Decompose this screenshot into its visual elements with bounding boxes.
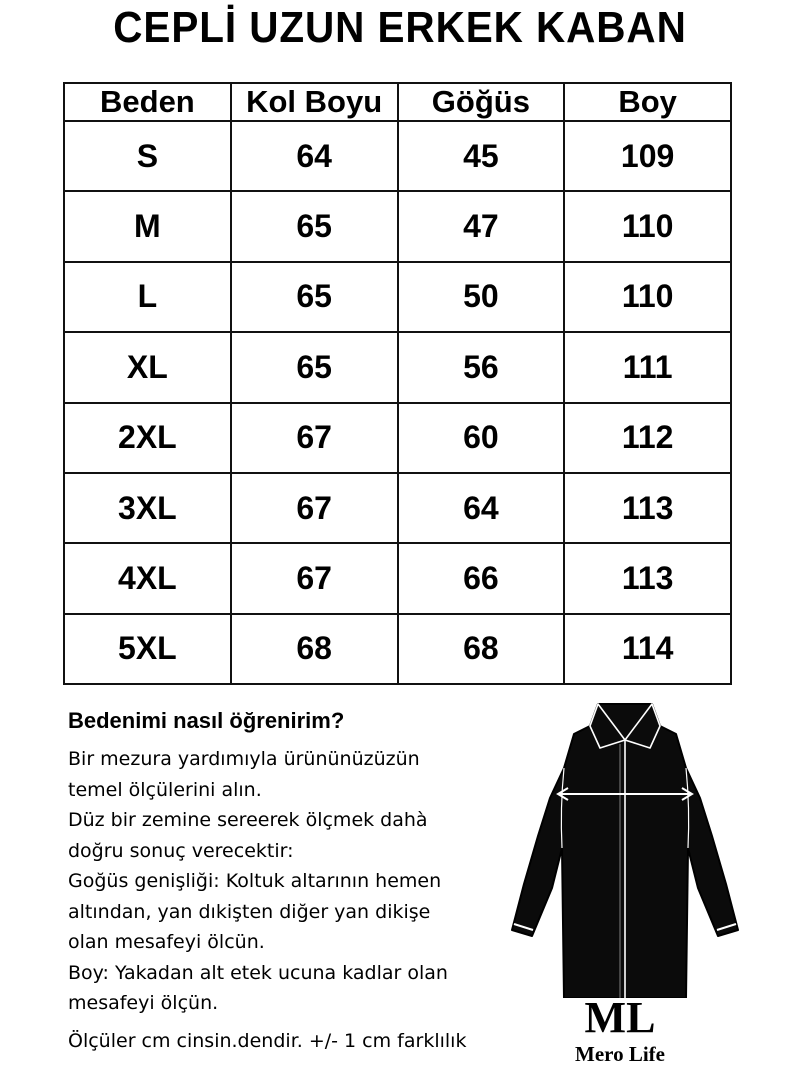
table-cell: 113 (564, 543, 731, 613)
table-row (64, 403, 731, 473)
table-row (64, 543, 731, 613)
table-cell: 4XL (64, 543, 231, 613)
header-cell: Beden (64, 83, 231, 121)
size-chart-table (63, 82, 732, 685)
table-cell: 64 (231, 121, 398, 191)
table-cell: 68 (398, 614, 565, 684)
table-cell: 56 (398, 332, 565, 402)
measurement-footnote: Ölçüler cm cinsin.dendir. +/- 1 cm farklılık (68, 1030, 467, 1052)
table-row (64, 473, 731, 543)
table-cell: 110 (564, 262, 731, 332)
table-cell: L (64, 262, 231, 332)
table-cell: 68 (231, 614, 398, 684)
table-row (64, 191, 731, 261)
guide-line: temel ölçülerini alın. (68, 778, 262, 801)
guide-instructions (68, 744, 518, 1019)
guide-line: altından, yan dıkişten diğer yan dikişe (68, 900, 431, 923)
table-cell: 47 (398, 191, 565, 261)
table-cell: 2XL (64, 403, 231, 473)
guide-line: mesafeyi ölçün. (68, 992, 219, 1014)
table-cell: 3XL (64, 473, 231, 543)
guide-line: Goğüs genişliği: Koltuk altarının hemen (68, 870, 442, 892)
table-cell: 64 (398, 473, 565, 543)
guide-line: olan mesafeyi ölcün. (68, 931, 265, 953)
table-cell: 111 (564, 332, 731, 402)
table-cell: 110 (564, 191, 731, 261)
table-cell: S (64, 121, 231, 191)
guide-line: doğru sonuç verecektir: (68, 839, 294, 862)
guide-line: Boy: Yakadan alt etek ucuna kadlar olan (68, 961, 448, 984)
guide-heading: Bedenimi nasıl öğrenirim? (68, 708, 345, 733)
table-row (64, 262, 731, 332)
table-cell: 50 (398, 262, 565, 332)
header-cell: Kol Boyu (231, 83, 398, 121)
header-cell: Göğüs (398, 83, 565, 121)
header-cell: Boy (564, 83, 731, 121)
table-cell: 66 (398, 543, 565, 613)
table-cell: 45 (398, 121, 565, 191)
table-cell: 112 (564, 403, 731, 473)
table-cell: M (64, 191, 231, 261)
guide-line: Bir mezura yardımıyla ürününüzüzün (68, 748, 420, 770)
table-cell: 65 (231, 332, 398, 402)
table-cell: 67 (231, 543, 398, 613)
brand-logo-name: Mero Life (575, 1042, 665, 1066)
coat-icon (500, 698, 750, 998)
table-cell: 5XL (64, 614, 231, 684)
page-title: CEPLİ UZUN ERKEK KABAN (113, 3, 687, 52)
table-header-row (64, 83, 731, 121)
table-row (64, 121, 731, 191)
table-cell: 67 (231, 473, 398, 543)
table-cell: 60 (398, 403, 565, 473)
table-row (64, 332, 731, 402)
table-cell: 67 (231, 403, 398, 473)
brand-logo-mark: ML (584, 993, 656, 1042)
table-cell: 114 (564, 614, 731, 684)
table-cell: 65 (231, 191, 398, 261)
table-cell: 65 (231, 262, 398, 332)
table-cell: 113 (564, 473, 731, 543)
guide-line: Düz bir zemine sereerek ölçmek dahà (68, 809, 428, 831)
table-row (64, 614, 731, 684)
table-cell: XL (64, 332, 231, 402)
table-cell: 109 (564, 121, 731, 191)
